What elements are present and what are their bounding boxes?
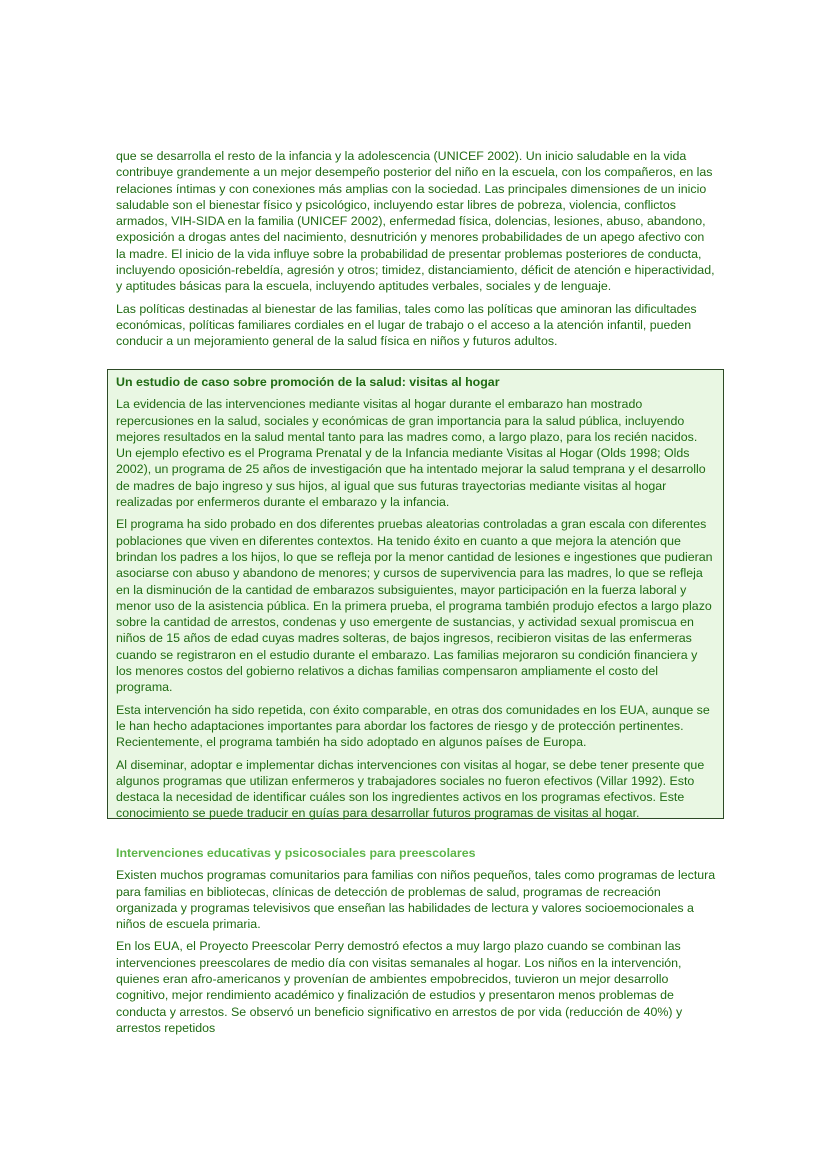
case-study-box [107, 369, 724, 819]
case-study-paragraph-1: La evidencia de las intervenciones mediante visitas al hogar durante el embarazo han mostrado repercusiones en la salud, sociales y económicas de gran importancia para la salud pública, incluyendo mejores resultados en la salud mental tanto para las madres como, a largo plazo, para los recién nacidos. Un ejemplo efectivo es el Programa Prenatal y de la Infancia mediante Visitas al Hogar (Olds 1998; Olds 2002), un programa de 25 años de investigación que ha intentado mejorar la salud temprana y el desarrollo de madres de bajo ingreso y sus hijos, al igual que sus futuras trayectorias mediante visitas al hogar realizadas por enfermeros durante el embarazo y la infancia. [116, 397, 706, 510]
section-paragraph-2: En los EUA, el Proyecto Preescolar Perry demostró efectos a muy largo plazo cuando se combinan las intervenciones preescolares de medio día con visitas semanales al hogar. Los niños en la intervención, quienes eran afro-americanos y provenían de ambientes empobrecidos, tuvieron un mejor desarrollo cognitivo, mejor rendimiento académico y finalización de estudios y presentaron menos problemas de conducta y arrestos. Se observó un beneficio significativo en arrestos de por vida (reducción de 40%) y arrestos repetidos [116, 939, 683, 1035]
preschool-section [116, 845, 716, 1036]
case-study-title: Un estudio de caso sobre promoción de la salud: visitas al hogar [116, 375, 500, 389]
case-study-paragraph-3: Esta intervención ha sido repetida, con éxito comparable, en otras dos comunidades en los EUA, aunque se le han hecho adaptaciones importantes para abordar los factores de riesgo y de protección pertinentes. Recientemente, el programa también ha sido adoptado en algunos países de Europa. [116, 702, 710, 750]
intro-text [116, 148, 716, 350]
section-heading: Intervenciones educativas y psicosociales para preescolares [116, 846, 476, 860]
case-study-paragraph-4: Al diseminar, adoptar e implementar dichas intervenciones con visitas al hogar, se debe tener presente que algunos programas que utilizan enfermeros y trabajadores sociales no fueron efectivos (Villar 1992). Esto destaca la necesidad de identificar cuáles son los ingredientes activos en los programas efectivos. Este conocimiento se puede traducir en guías para desarrollar futuros programas de visitas al hogar. [116, 757, 705, 821]
intro-paragraph-1: que se desarrolla el resto de la infancia y la adolescencia (UNICEF 2002). Un inicio saludable en la vida contribuye grandemente a un mejor desempeño posterior del niño en la escuela, con los compañeros, en las relaciones íntimas y con conexiones más amplias con la sociedad. Las principales dimensiones de un inicio saludable son el bienestar físico y psicológico, incluyendo estar libres de pobreza, violencia, conflictos armados, VIH-SIDA en la familia (UNICEF 2002), enfermedad física, dolencias, lesiones, abuso, abandono, exposición a drogas antes del nacimiento, desnutrición y menores probabilidades de un apego afectivo con la madre. El inicio de la vida influye sobre la probabilidad de presentar problemas posteriores de conducta, incluyendo oposición-rebeldía, agresión y otros; timidez, distanciamiento, déficit de atención e hiperactividad, y aptitudes básicas para la escuela, incluyendo aptitudes verbales, sociales y de lenguaje. [116, 149, 715, 294]
case-study-paragraph-2: El programa ha sido probado en dos diferentes pruebas aleatorias controladas a gran escala con diferentes poblaciones que viven en diferentes contextos. Ha tenido éxito en cuanto a que mejora la atención que brindan los padres a los hijos, lo que se refleja por la menor cantidad de lesiones e ingestiones que pudieran asociarse con abuso y abandono de menores; y cursos de supervivencia para las madres, lo que se refleja en la disminución de la cantidad de embarazos subsiguientes, mayor participación en la fuerza laboral y menor uso de la asistencia pública. En la primera prueba, el programa también produjo efectos a largo plazo sobre la cantidad de arrestos, condenas y uso emergente de sustancias, y actividad sexual promiscua en niños de 15 años de edad cuyas madres solteras, de bajos ingresos, recibieron visitas de las enfermeras cuando se registraron en el estudio durante el embarazo. Las familias mejoraron su condición financiera y los menores costos del gobierno relativos a dichas familias compensaron ampliamente el costo del programa. [116, 517, 713, 695]
intro-paragraph-2: Las políticas destinadas al bienestar de las familias, tales como las políticas que aminoran las dificultades económicas, políticas familiares cordiales en el lugar de trabajo o el acceso a la atención infantil, pueden conducir a un mejoramiento general de la salud física en niños y futuros adultos. [116, 301, 697, 349]
section-paragraph-1: Existen muchos programas comunitarios para familias con niños pequeños, tales como programas de lectura para familias en bibliotecas, clínicas de detección de problemas de salud, programas de recreación organizada y programas televisivos que enseñan las habilidades de lectura y valores socioemocionales a niños de escuela primaria. [116, 868, 716, 932]
